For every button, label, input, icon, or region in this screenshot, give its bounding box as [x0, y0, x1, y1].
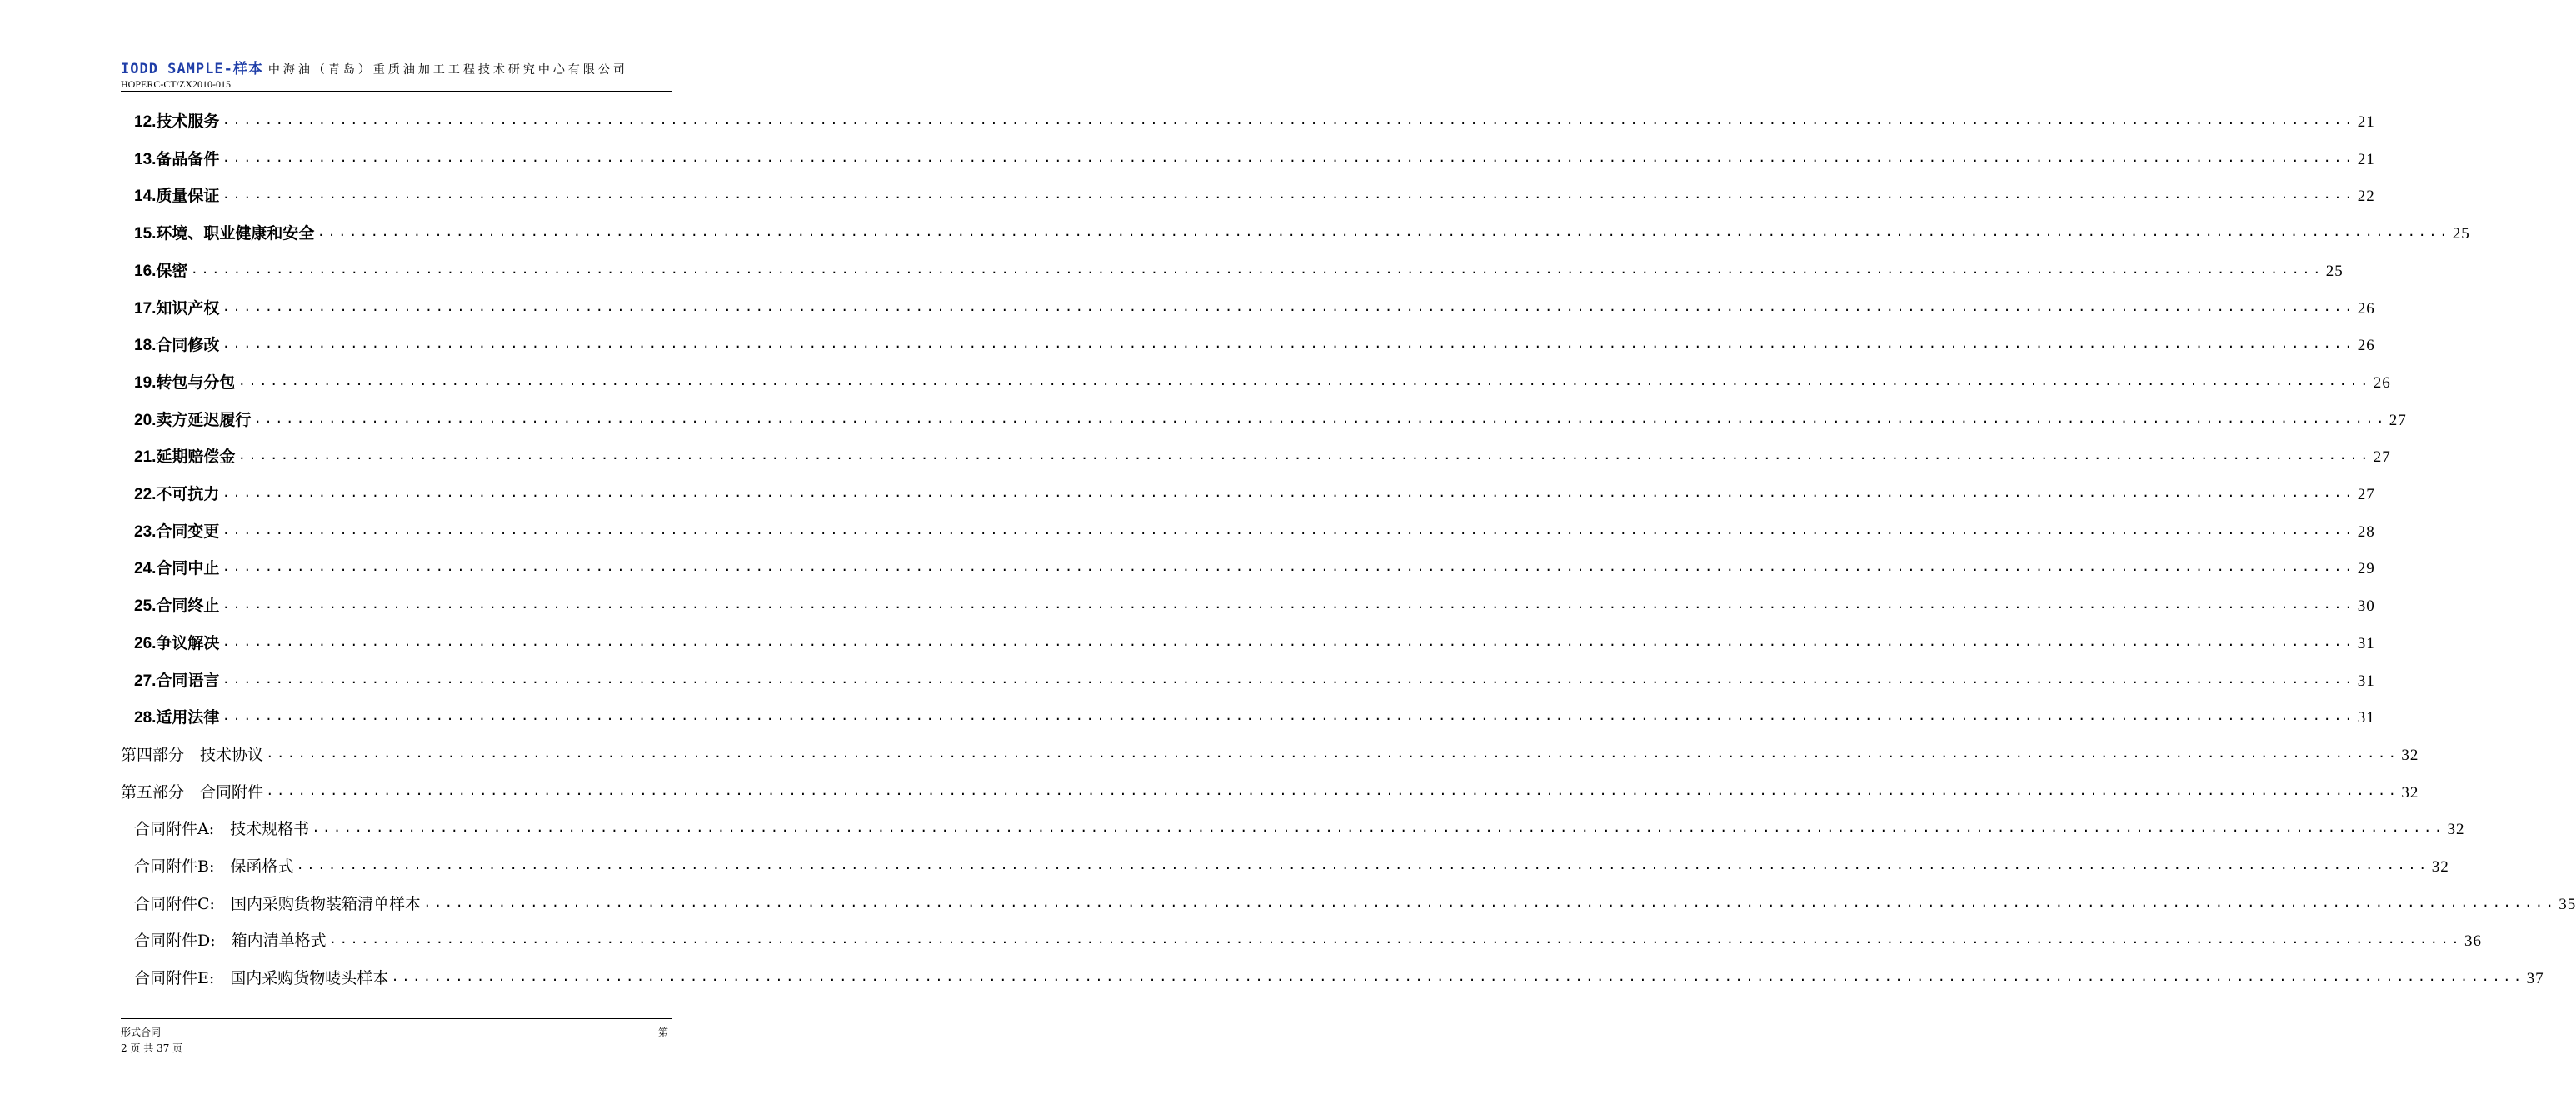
toc-entry-text: 合同附件A: 技术规格书: [134, 820, 310, 839]
toc-leader-dots: ........................................................................................................................................................................................................: [422, 895, 2557, 911]
toc-page-number: 36: [2464, 932, 2482, 951]
toc-entry-title: [134, 221, 314, 243]
toc-entry-number: 16.: [134, 262, 157, 280]
toc-entry-title: [134, 408, 251, 430]
toc-entry-text: 合同附件B: 保函格式: [134, 858, 294, 876]
footer-page-prefix: 第: [658, 1027, 669, 1038]
toc-leader-dots: ........................................................................................................................................................................................................: [237, 448, 2371, 464]
toc-entry-title: [134, 296, 219, 318]
toc-entry-number: 12.: [134, 113, 157, 131]
toc-entry-title: [121, 780, 263, 802]
toc-entry-text: 争议解决: [156, 633, 220, 652]
toc-entry-text: 不可抗力: [156, 485, 220, 503]
footer-left: [121, 1025, 182, 1057]
toc-page-number: 26: [2357, 299, 2375, 318]
toc-entry-text: 卖方延迟履行: [156, 410, 252, 429]
toc-entry[interactable]: [134, 368, 2391, 392]
toc-entry-title: [134, 705, 219, 728]
toc-leader-dots: ........................................................................................................................................................................................................: [222, 486, 2355, 501]
toc-leader-dots: ........................................................................................................................................................................................................: [222, 150, 2355, 166]
toc-entry[interactable]: [121, 740, 2419, 765]
toc-entry-text: 合同附件C: 国内采购货物装箱清单样本: [134, 894, 421, 913]
toc-entry-number: 25.: [134, 598, 157, 616]
toc-entry-title: [134, 966, 388, 988]
header-divider: [121, 91, 672, 92]
toc-entry-title: [134, 928, 327, 951]
toc-entry-title: [134, 482, 219, 504]
toc-leader-dots: ........................................................................................................................................................................................................: [190, 262, 2324, 278]
toc-leader-dots: ........................................................................................................................................................................................................: [266, 746, 2399, 762]
toc-leader-dots: ........................................................................................................................................................................................................: [222, 113, 2355, 128]
toc-entry[interactable]: [134, 591, 2375, 616]
toc-page-number: 35: [2559, 895, 2576, 913]
toc-entry[interactable]: [134, 405, 2407, 430]
toc-entry-number: 27.: [134, 672, 157, 690]
toc-entry[interactable]: [134, 553, 2375, 578]
toc-leader-dots: ........................................................................................................................................................................................................: [222, 598, 2355, 613]
toc-page-number: 25: [2452, 225, 2470, 243]
toc-entry-text: 第四部分 技术协议: [121, 745, 264, 764]
toc-page-number: 21: [2357, 150, 2375, 168]
toc-entry[interactable]: [134, 517, 2375, 542]
toc-leader-dots: ........................................................................................................................................................................................................: [391, 970, 2524, 986]
toc-entry-text: 环境、职业健康和安全: [156, 224, 315, 243]
toc-leader-dots: ........................................................................................................................................................................................................: [266, 783, 2399, 799]
toc-entry[interactable]: [134, 293, 2375, 318]
toc-entry[interactable]: [134, 889, 2576, 914]
toc-entry-text: 质量保证: [156, 187, 220, 206]
toc-entry[interactable]: [134, 330, 2375, 355]
toc-entry-title: [134, 332, 219, 355]
toc-entry-text: 合同附件D: 箱内清单格式: [134, 932, 327, 951]
toc-entry-text: 合同附件E: 国内采购货物唛头样本: [134, 969, 389, 988]
toc-entry-title: [134, 183, 219, 206]
toc-entry-title: [134, 444, 235, 467]
footer-page-count: 2 页 共 37 页: [121, 1042, 183, 1054]
toc-leader-dots: ........................................................................................................................................................................................................: [222, 188, 2355, 203]
toc-entry-number: 19.: [134, 373, 157, 392]
toc-leader-dots: ........................................................................................................................................................................................................: [222, 522, 2355, 538]
toc-entry-number: 17.: [134, 299, 157, 318]
toc-entry-number: 28.: [134, 709, 157, 728]
toc-entry-text: 延期赔偿金: [156, 448, 236, 467]
toc-entry-text: 备品备件: [156, 149, 220, 168]
toc-leader-dots: ........................................................................................................................................................................................................: [222, 337, 2355, 352]
toc-entry-text: 合同语言: [156, 671, 220, 690]
toc-entry-number: 22.: [134, 486, 157, 503]
toc-entry-title: [134, 593, 219, 616]
toc-page-number: 32: [2401, 783, 2419, 802]
toc-page-number: 26: [2373, 373, 2391, 392]
toc-page-number: 26: [2357, 337, 2375, 355]
toc-entry-number: 23.: [134, 522, 157, 541]
toc-entry-text: 合同修改: [156, 336, 220, 355]
toc-entry[interactable]: [134, 479, 2375, 504]
toc-entry-title: [134, 854, 293, 877]
toc-page-number: 37: [2526, 970, 2544, 988]
header-title-line: [121, 57, 672, 78]
toc-entry-title: [121, 742, 263, 765]
toc-entry-text: 适用法律: [156, 708, 220, 728]
toc-entry[interactable]: [134, 666, 2375, 691]
toc-entry-text: 转包与分包: [156, 372, 236, 392]
toc-entry[interactable]: [134, 107, 2375, 132]
toc-entry-number: 14.: [134, 188, 157, 206]
toc-page-number: 30: [2357, 598, 2375, 616]
toc-page-number: 31: [2357, 672, 2375, 690]
toc-page-number: 29: [2357, 560, 2375, 578]
toc-entry[interactable]: [134, 181, 2375, 206]
toc-page-number: 32: [2431, 858, 2449, 876]
toc-entry-title: [134, 668, 219, 691]
toc-entry-title: [134, 631, 219, 653]
toc-leader-dots: ........................................................................................................................................................................................................: [222, 299, 2355, 315]
toc-entry-text: 合同变更: [156, 522, 220, 541]
toc-entry[interactable]: [134, 144, 2375, 169]
toc-leader-dots: ........................................................................................................................................................................................................: [222, 560, 2355, 576]
toc-page-number: 31: [2357, 709, 2375, 728]
toc-entry-title: [134, 817, 309, 839]
toc-page-number: 27: [2357, 486, 2375, 503]
toc-page-number: 21: [2357, 113, 2375, 131]
toc-entry[interactable]: [134, 256, 2344, 281]
toc-entry-title: [134, 519, 219, 542]
toc-page-number: 31: [2357, 634, 2375, 652]
toc-leader-dots: ........................................................................................................................................................................................................: [296, 858, 2429, 873]
toc-leader-dots: ........................................................................................................................................................................................................: [222, 672, 2355, 688]
toc-page-number: 32: [2401, 746, 2419, 764]
toc-leader-dots: ........................................................................................................................................................................................................: [328, 932, 2462, 948]
toc-entry-text: 保密: [156, 261, 188, 280]
toc-entry-title: [134, 556, 219, 578]
toc-leader-dots: ........................................................................................................................................................................................................: [222, 634, 2355, 650]
toc-entry[interactable]: [134, 628, 2375, 653]
toc-entry[interactable]: [134, 814, 2465, 839]
toc-page-number: 28: [2357, 522, 2375, 541]
toc-entry[interactable]: [134, 702, 2375, 728]
toc-leader-dots: ........................................................................................................................................................................................................: [237, 373, 2371, 389]
toc-entry[interactable]: [134, 218, 2470, 243]
toc-entry-text: 合同终止: [156, 597, 220, 616]
company-name: 中海油（青岛）重质油加工工程技术研究中心有限公司: [267, 63, 628, 77]
toc-leader-dots: ........................................................................................................................................................................................................: [317, 225, 2450, 241]
toc-entry[interactable]: [134, 852, 2449, 877]
brand-sample-label: IODD SAMPLE-样本: [121, 61, 263, 78]
toc-leader-dots: ........................................................................................................................................................................................................: [253, 411, 2387, 427]
toc-entry-number: 20.: [134, 411, 157, 429]
toc-entry-title: [134, 109, 219, 132]
toc-entry[interactable]: [121, 778, 2419, 802]
document-code: HOPERC-CT/ZX2010-015: [121, 78, 231, 90]
toc-entry-text: 知识产权: [156, 298, 220, 318]
toc-entry-title: [134, 892, 421, 914]
toc-entry[interactable]: [134, 926, 2482, 951]
page-header: [121, 57, 672, 91]
toc-entry-number: 13.: [134, 150, 157, 168]
toc-page-number: 27: [2389, 411, 2407, 429]
toc-entry[interactable]: [134, 442, 2391, 467]
toc-leader-dots: ........................................................................................................................................................................................................: [222, 709, 2355, 725]
toc-entry-text: 第五部分 合同附件: [121, 782, 264, 802]
toc-entry-title: [134, 258, 187, 281]
toc-entry-text: 技术服务: [156, 112, 220, 131]
toc-entry-number: 21.: [134, 448, 157, 467]
footer-contract-type: 形式合同: [121, 1027, 162, 1038]
toc-page-number: 32: [2447, 821, 2465, 839]
toc-entry-number: 24.: [134, 560, 157, 578]
toc-entry[interactable]: [134, 963, 2544, 988]
toc-page-number: 27: [2373, 448, 2391, 467]
toc-entry-title: [134, 147, 219, 169]
toc-page-number: 25: [2325, 262, 2344, 280]
toc-entry-number: 15.: [134, 225, 157, 243]
toc-entry-number: 26.: [134, 634, 157, 652]
toc-leader-dots: ........................................................................................................................................................................................................: [312, 821, 2445, 837]
footer-divider: [121, 1018, 672, 1019]
toc-entry-text: 合同中止: [156, 559, 220, 578]
toc-entry-title: [134, 370, 235, 392]
toc-page-number: 22: [2357, 188, 2375, 206]
toc-entry-number: 18.: [134, 337, 157, 355]
